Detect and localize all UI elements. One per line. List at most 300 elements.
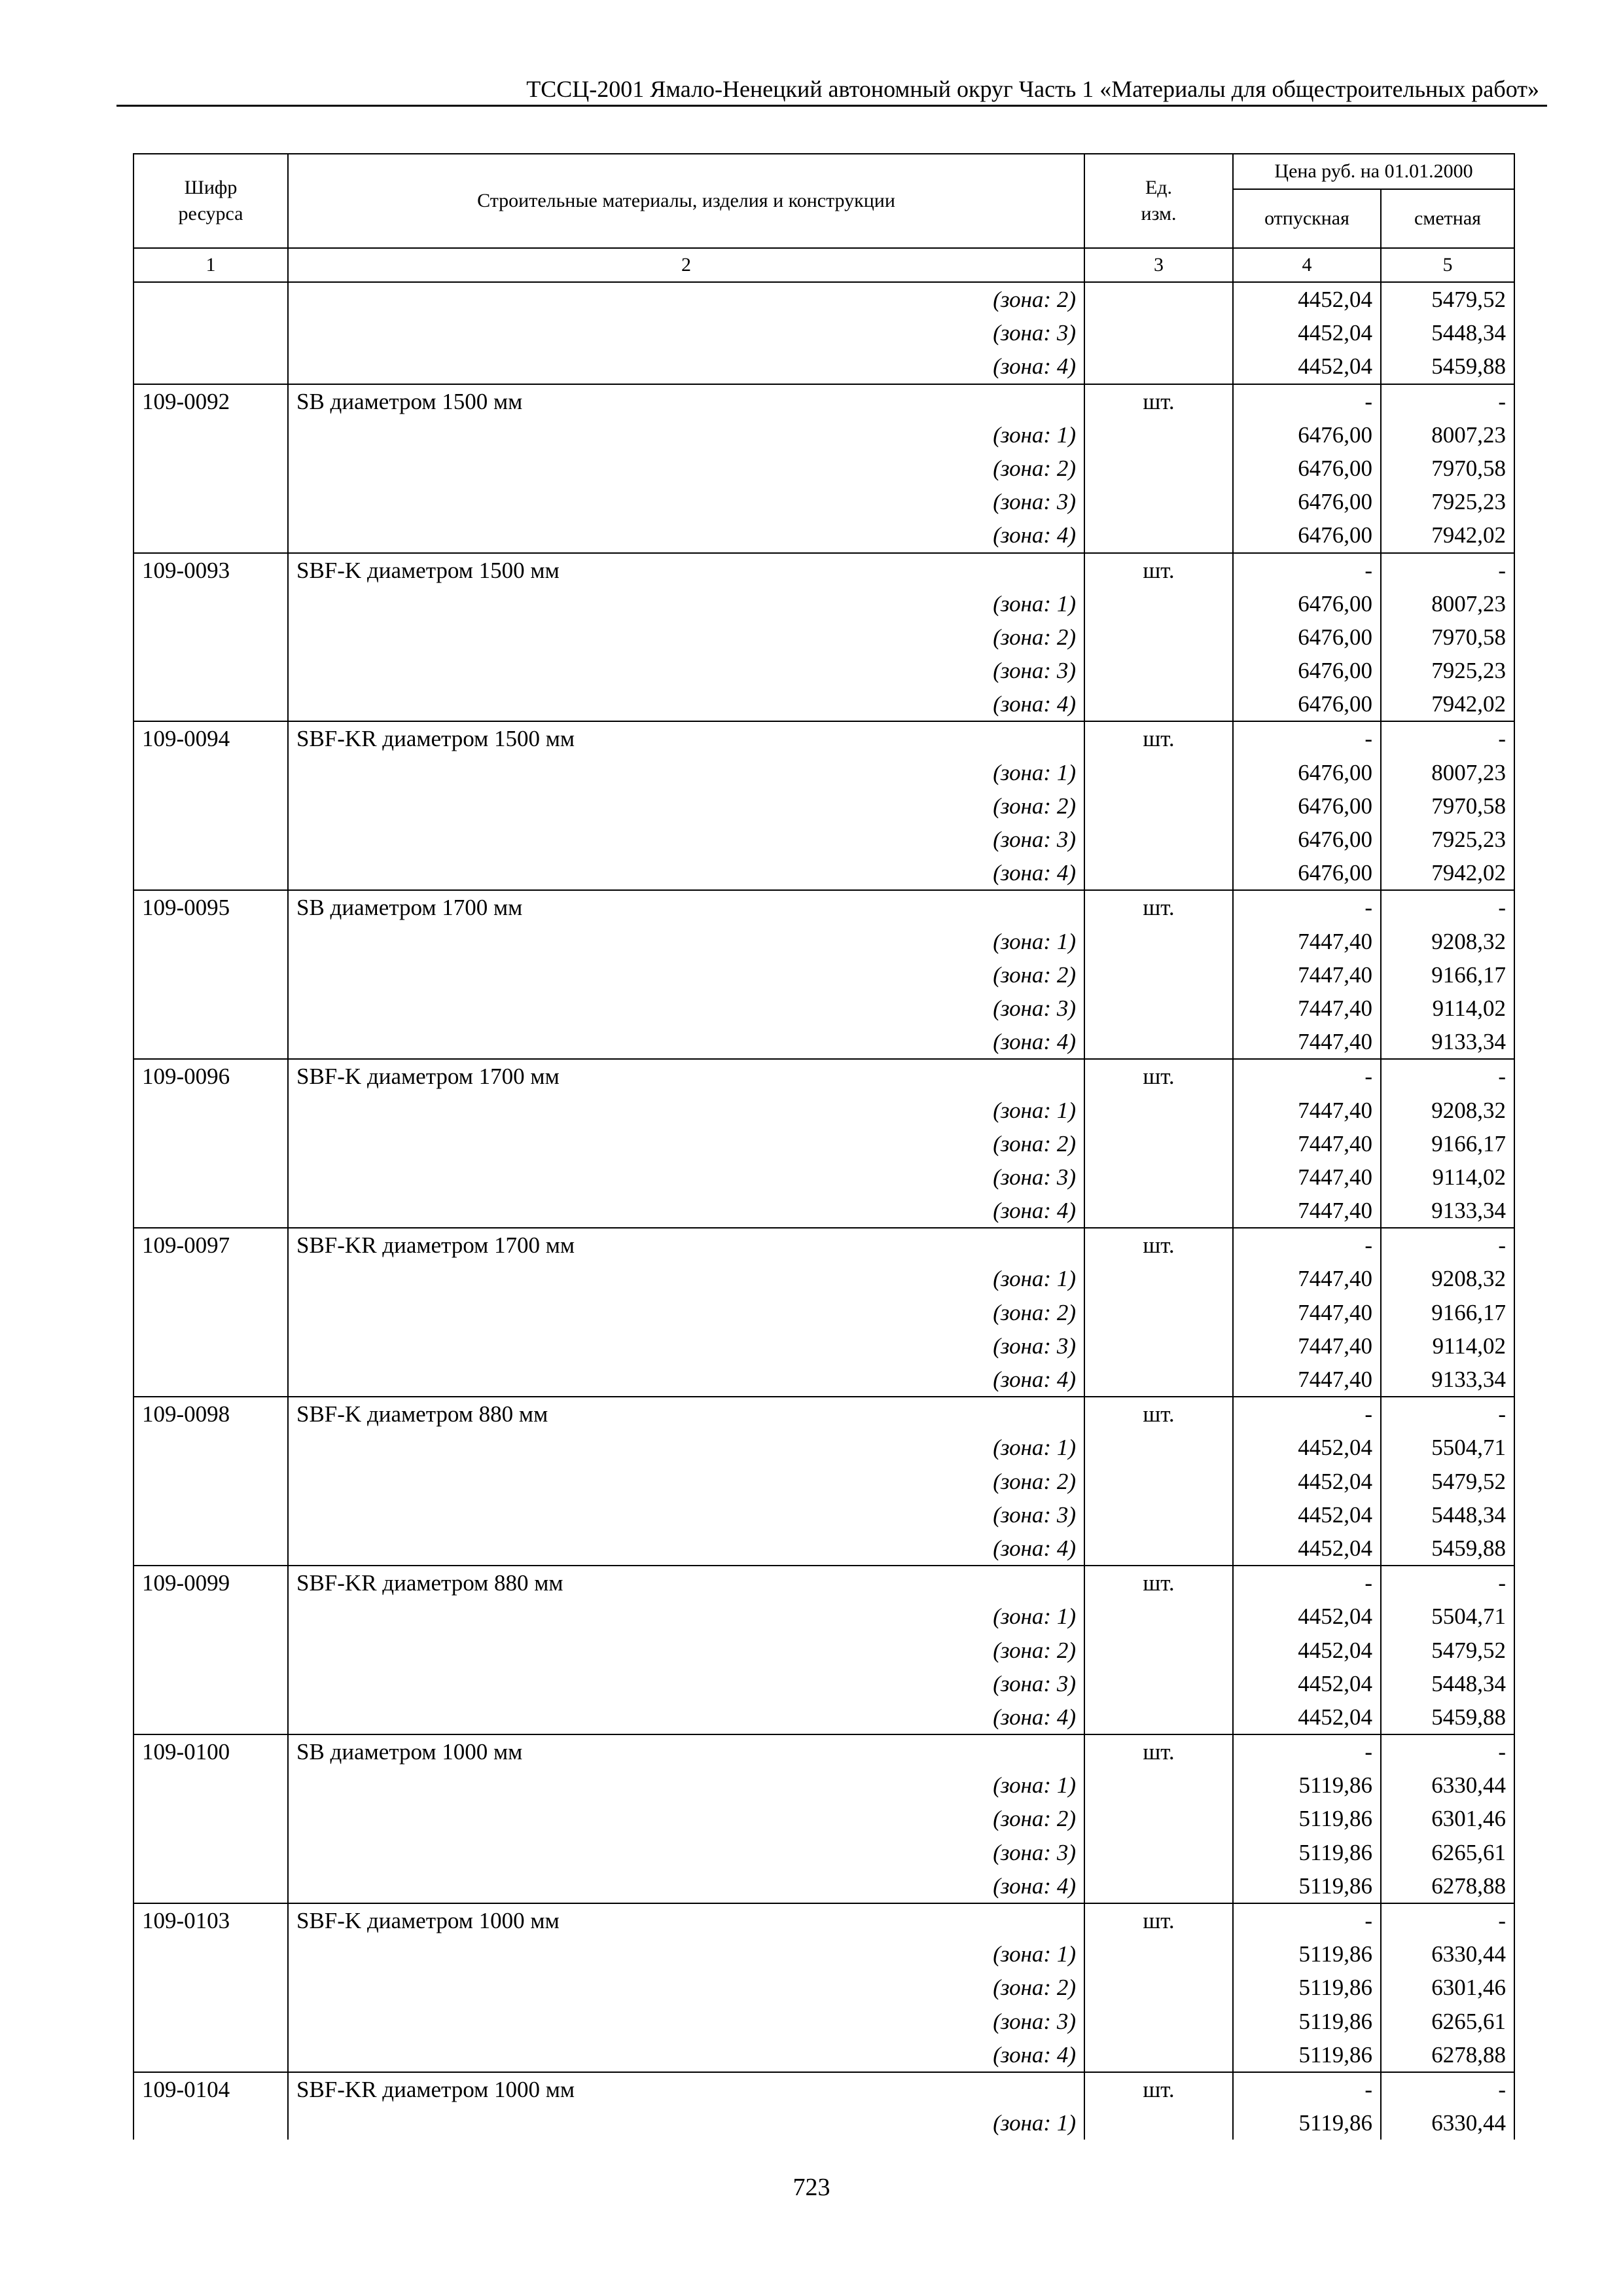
table-row <box>134 1498 1514 1532</box>
table-row <box>134 1025 1514 1059</box>
table-body <box>134 282 1514 2140</box>
unit-cell <box>1084 1937 1233 1971</box>
estimate-price-cell: 5479,52 <box>1381 1465 1514 1498</box>
estimate-price-cell: 9208,32 <box>1381 1262 1514 1295</box>
zone-cell: (зона: 4) <box>288 1532 1084 1566</box>
resource-code-cell <box>134 1296 288 1329</box>
material-name-cell: SBF-KR диаметром 1000 мм <box>288 2072 1084 2106</box>
unit-cell <box>1084 418 1233 452</box>
estimate-price-cell: 7942,02 <box>1381 856 1514 890</box>
zone-cell: (зона: 3) <box>288 1667 1084 1700</box>
unit-cell <box>1084 1667 1233 1700</box>
resource-code-cell: 109-0103 <box>134 1903 288 1937</box>
unit-cell <box>1084 856 1233 890</box>
estimate-price-cell: - <box>1381 1566 1514 1600</box>
release-price-cell: 5119,86 <box>1233 1869 1381 1903</box>
unit-cell <box>1084 958 1233 992</box>
unit-cell <box>1084 1700 1233 1734</box>
table-row <box>134 1160 1514 1194</box>
resource-code-cell <box>134 485 288 518</box>
resource-code-cell <box>134 823 288 856</box>
release-price-cell: 4452,04 <box>1233 1465 1381 1498</box>
table-row <box>134 1768 1514 1802</box>
zone-cell: (зона: 4) <box>288 1869 1084 1903</box>
release-price-cell: 7447,40 <box>1233 958 1381 992</box>
resource-code-cell <box>134 925 288 958</box>
unit-cell <box>1084 789 1233 823</box>
table-row <box>134 1566 1514 1600</box>
table-row <box>134 721 1514 755</box>
resource-code-cell <box>134 2005 288 2038</box>
resource-code-cell <box>134 2106 288 2140</box>
zone-cell: (зона: 1) <box>288 1600 1084 1633</box>
table-row <box>134 823 1514 856</box>
resource-code-cell <box>134 1532 288 1566</box>
header-name: Строительные материалы, изделия и конструкции <box>288 154 1084 248</box>
estimate-price-cell: 9208,32 <box>1381 925 1514 958</box>
estimate-price-cell: - <box>1381 1228 1514 1262</box>
zone-cell: (зона: 3) <box>288 1836 1084 1869</box>
release-price-cell: 6476,00 <box>1233 485 1381 518</box>
resource-code-cell <box>134 856 288 890</box>
zone-cell: (зона: 3) <box>288 1498 1084 1532</box>
estimate-price-cell: 7970,58 <box>1381 789 1514 823</box>
zone-cell: (зона: 3) <box>288 316 1084 350</box>
table-row <box>134 1634 1514 1667</box>
resource-code-cell: 109-0095 <box>134 890 288 924</box>
resource-code-cell <box>134 1127 288 1160</box>
unit-cell <box>1084 992 1233 1025</box>
estimate-price-cell: 5504,71 <box>1381 1600 1514 1633</box>
unit-cell: шт. <box>1084 384 1233 418</box>
resource-code-cell: 109-0094 <box>134 721 288 755</box>
estimate-price-cell: 7970,58 <box>1381 620 1514 654</box>
estimate-price-cell: 8007,23 <box>1381 587 1514 620</box>
release-price-cell: 7447,40 <box>1233 925 1381 958</box>
material-name-cell: SB диаметром 1700 мм <box>288 890 1084 924</box>
table-row <box>134 587 1514 620</box>
table-row <box>134 958 1514 992</box>
table-row <box>134 316 1514 350</box>
table-row <box>134 1937 1514 1971</box>
resource-code-cell <box>134 518 288 552</box>
unit-cell <box>1084 485 1233 518</box>
table-row <box>134 1059 1514 1093</box>
table-row <box>134 1127 1514 1160</box>
resource-code-cell <box>134 1194 288 1228</box>
table-row <box>134 789 1514 823</box>
release-price-cell: 7447,40 <box>1233 1262 1381 1295</box>
resource-code-cell <box>134 418 288 452</box>
estimate-price-cell: 7970,58 <box>1381 452 1514 485</box>
estimate-price-cell: 9166,17 <box>1381 958 1514 992</box>
estimate-price-cell: 6278,88 <box>1381 2038 1514 2072</box>
resource-code-cell <box>134 1667 288 1700</box>
zone-cell: (зона: 2) <box>288 282 1084 316</box>
zone-cell: (зона: 2) <box>288 452 1084 485</box>
estimate-price-cell: 6265,61 <box>1381 1836 1514 1869</box>
estimate-price-cell: - <box>1381 1734 1514 1768</box>
estimate-price-cell: 6301,46 <box>1381 1971 1514 2004</box>
release-price-cell: 5119,86 <box>1233 1836 1381 1869</box>
release-price-cell: 7447,40 <box>1233 1296 1381 1329</box>
material-name-cell: SBF-K диаметром 1700 мм <box>288 1059 1084 1093</box>
unit-cell <box>1084 316 1233 350</box>
unit-cell <box>1084 2106 1233 2140</box>
zone-cell: (зона: 4) <box>288 687 1084 721</box>
resource-code-cell <box>134 1634 288 1667</box>
unit-cell <box>1084 756 1233 789</box>
release-price-cell: 5119,86 <box>1233 1937 1381 1971</box>
resource-code-cell <box>134 620 288 654</box>
table-row <box>134 1971 1514 2004</box>
unit-cell <box>1084 350 1233 384</box>
estimate-price-cell: 9166,17 <box>1381 1296 1514 1329</box>
running-header <box>116 73 1547 107</box>
zone-cell: (зона: 2) <box>288 1296 1084 1329</box>
table-row <box>134 1094 1514 1127</box>
release-price-cell: 7447,40 <box>1233 1025 1381 1059</box>
estimate-price-cell: 9166,17 <box>1381 1127 1514 1160</box>
unit-cell <box>1084 1836 1233 1869</box>
header-price: Цена руб. на 01.01.2000 <box>1233 154 1514 189</box>
release-price-cell: - <box>1233 384 1381 418</box>
table-row <box>134 1296 1514 1329</box>
unit-cell <box>1084 654 1233 687</box>
unit-cell <box>1084 1296 1233 1329</box>
release-price-cell: 6476,00 <box>1233 452 1381 485</box>
estimate-price-cell: 7925,23 <box>1381 485 1514 518</box>
table-row <box>134 1836 1514 1869</box>
release-price-cell: - <box>1233 1903 1381 1937</box>
release-price-cell: - <box>1233 553 1381 587</box>
unit-cell <box>1084 1262 1233 1295</box>
zone-cell: (зона: 2) <box>288 958 1084 992</box>
table-row <box>134 452 1514 485</box>
estimate-price-cell: 9114,02 <box>1381 1160 1514 1194</box>
estimate-price-cell: 7925,23 <box>1381 823 1514 856</box>
release-price-cell: 6476,00 <box>1233 823 1381 856</box>
table-row <box>134 418 1514 452</box>
table-row <box>134 1465 1514 1498</box>
release-price-cell: 5119,86 <box>1233 1802 1381 1835</box>
resource-code-cell <box>134 1025 288 1059</box>
estimate-price-cell: 6330,44 <box>1381 1937 1514 1971</box>
resource-code-cell <box>134 1431 288 1464</box>
resource-code-cell: 109-0096 <box>134 1059 288 1093</box>
zone-cell: (зона: 3) <box>288 1329 1084 1363</box>
table-row <box>134 756 1514 789</box>
zone-cell: (зона: 2) <box>288 789 1084 823</box>
table-row <box>134 1869 1514 1903</box>
release-price-cell: 6476,00 <box>1233 587 1381 620</box>
resource-code-cell <box>134 1329 288 1363</box>
estimate-price-cell: 6278,88 <box>1381 1869 1514 1903</box>
header-col-number: 5 <box>1381 248 1514 282</box>
table-row <box>134 518 1514 552</box>
table-row <box>134 1329 1514 1363</box>
price-table <box>133 153 1515 2140</box>
resource-code-cell: 109-0093 <box>134 553 288 587</box>
unit-cell: шт. <box>1084 1734 1233 1768</box>
estimate-price-cell: 9133,34 <box>1381 1363 1514 1397</box>
resource-code-cell <box>134 687 288 721</box>
zone-cell: (зона: 3) <box>288 2005 1084 2038</box>
zone-cell: (зона: 4) <box>288 2038 1084 2072</box>
release-price-cell: 7447,40 <box>1233 1363 1381 1397</box>
unit-cell: шт. <box>1084 1397 1233 1431</box>
unit-cell: шт. <box>1084 890 1233 924</box>
release-price-cell: 6476,00 <box>1233 620 1381 654</box>
unit-cell <box>1084 1802 1233 1835</box>
estimate-price-cell: 5448,34 <box>1381 1498 1514 1532</box>
unit-cell <box>1084 1025 1233 1059</box>
estimate-price-cell: - <box>1381 890 1514 924</box>
table-row <box>134 1431 1514 1464</box>
estimate-price-cell: 8007,23 <box>1381 418 1514 452</box>
resource-code-cell <box>134 992 288 1025</box>
unit-cell <box>1084 1363 1233 1397</box>
release-price-cell: 6476,00 <box>1233 518 1381 552</box>
estimate-price-cell: 5459,88 <box>1381 1532 1514 1566</box>
estimate-price-cell: 7942,02 <box>1381 687 1514 721</box>
zone-cell: (зона: 2) <box>288 1634 1084 1667</box>
unit-cell <box>1084 1127 1233 1160</box>
resource-code-cell <box>134 2038 288 2072</box>
release-price-cell: 7447,40 <box>1233 1160 1381 1194</box>
release-price-cell: 7447,40 <box>1233 1094 1381 1127</box>
estimate-price-cell: - <box>1381 553 1514 587</box>
estimate-price-cell: 6301,46 <box>1381 1802 1514 1835</box>
unit-cell: шт. <box>1084 1566 1233 1600</box>
estimate-price-cell: - <box>1381 2072 1514 2106</box>
table-row <box>134 1363 1514 1397</box>
unit-cell <box>1084 452 1233 485</box>
release-price-cell: - <box>1233 1397 1381 1431</box>
release-price-cell: - <box>1233 1228 1381 1262</box>
resource-code-cell <box>134 316 288 350</box>
release-price-cell: 5119,86 <box>1233 2106 1381 2140</box>
resource-code-cell <box>134 1600 288 1633</box>
table-header <box>134 154 1514 282</box>
resource-code-cell: 109-0100 <box>134 1734 288 1768</box>
table-row <box>134 1228 1514 1262</box>
table-row <box>134 687 1514 721</box>
table-row <box>134 282 1514 316</box>
release-price-cell: 4452,04 <box>1233 1667 1381 1700</box>
zone-cell: (зона: 4) <box>288 1700 1084 1734</box>
header-col-number: 1 <box>134 248 288 282</box>
release-price-cell: 6476,00 <box>1233 654 1381 687</box>
table-row <box>134 485 1514 518</box>
zone-cell: (зона: 1) <box>288 1431 1084 1464</box>
unit-cell <box>1084 823 1233 856</box>
unit-cell: шт. <box>1084 1903 1233 1937</box>
zone-cell: (зона: 2) <box>288 1802 1084 1835</box>
zone-cell: (зона: 3) <box>288 1160 1084 1194</box>
header-release: отпускная <box>1233 189 1381 248</box>
estimate-price-cell: 7925,23 <box>1381 654 1514 687</box>
table-row <box>134 2005 1514 2038</box>
release-price-cell: 4452,04 <box>1233 316 1381 350</box>
estimate-price-cell: 6330,44 <box>1381 1768 1514 1802</box>
resource-code-cell <box>134 1802 288 1835</box>
estimate-price-cell: - <box>1381 1059 1514 1093</box>
zone-cell: (зона: 1) <box>288 1768 1084 1802</box>
running-header-title: ТССЦ-2001 Ямало-Ненецкий автономный округ Часть 1 «Материалы для общестроительных работ» <box>526 76 1539 102</box>
release-price-cell: 4452,04 <box>1233 282 1381 316</box>
resource-code-cell <box>134 1262 288 1295</box>
table-row <box>134 654 1514 687</box>
header-code: Шифр ресурса <box>134 154 288 248</box>
resource-code-cell: 109-0097 <box>134 1228 288 1262</box>
resource-code-cell <box>134 958 288 992</box>
zone-cell: (зона: 1) <box>288 2106 1084 2140</box>
zone-cell: (зона: 3) <box>288 654 1084 687</box>
release-price-cell: 4452,04 <box>1233 350 1381 384</box>
resource-code-cell <box>134 654 288 687</box>
estimate-price-cell: 5448,34 <box>1381 1667 1514 1700</box>
zone-cell: (зона: 1) <box>288 756 1084 789</box>
table-row <box>134 553 1514 587</box>
estimate-price-cell: 9208,32 <box>1381 1094 1514 1127</box>
material-name-cell: SB диаметром 1500 мм <box>288 384 1084 418</box>
unit-cell <box>1084 1532 1233 1566</box>
resource-code-cell <box>134 1363 288 1397</box>
unit-cell <box>1084 1971 1233 2004</box>
resource-code-cell <box>134 1700 288 1734</box>
resource-code-cell <box>134 1768 288 1802</box>
unit-cell <box>1084 1431 1233 1464</box>
release-price-cell: 7447,40 <box>1233 992 1381 1025</box>
table-row <box>134 1532 1514 1566</box>
unit-cell <box>1084 2005 1233 2038</box>
unit-cell <box>1084 1194 1233 1228</box>
zone-cell: (зона: 4) <box>288 1363 1084 1397</box>
material-name-cell: SBF-K диаметром 880 мм <box>288 1397 1084 1431</box>
header-col-number: 3 <box>1084 248 1233 282</box>
resource-code-cell <box>134 587 288 620</box>
resource-code-cell <box>134 1836 288 1869</box>
table-row <box>134 856 1514 890</box>
zone-cell: (зона: 2) <box>288 1127 1084 1160</box>
zone-cell: (зона: 4) <box>288 856 1084 890</box>
estimate-price-cell: - <box>1381 1397 1514 1431</box>
unit-cell <box>1084 620 1233 654</box>
release-price-cell: - <box>1233 1566 1381 1600</box>
release-price-cell: 6476,00 <box>1233 687 1381 721</box>
release-price-cell: - <box>1233 721 1381 755</box>
header-unit: Ед. изм. <box>1084 154 1233 248</box>
resource-code-cell: 109-0104 <box>134 2072 288 2106</box>
unit-cell <box>1084 1869 1233 1903</box>
unit-cell: шт. <box>1084 1228 1233 1262</box>
unit-cell <box>1084 518 1233 552</box>
release-price-cell: - <box>1233 1734 1381 1768</box>
zone-cell: (зона: 1) <box>288 925 1084 958</box>
zone-cell: (зона: 4) <box>288 350 1084 384</box>
header-col-number: 2 <box>288 248 1084 282</box>
resource-code-cell <box>134 452 288 485</box>
resource-code-cell <box>134 1937 288 1971</box>
estimate-price-cell: 5459,88 <box>1381 1700 1514 1734</box>
unit-cell <box>1084 2038 1233 2072</box>
unit-cell: шт. <box>1084 553 1233 587</box>
release-price-cell: 5119,86 <box>1233 2005 1381 2038</box>
header-estimate: сметная <box>1381 189 1514 248</box>
table-row <box>134 1194 1514 1228</box>
estimate-price-cell: 7942,02 <box>1381 518 1514 552</box>
unit-cell: шт. <box>1084 721 1233 755</box>
estimate-price-cell: 5504,71 <box>1381 1431 1514 1464</box>
estimate-price-cell: 8007,23 <box>1381 756 1514 789</box>
table-row <box>134 1734 1514 1768</box>
resource-code-cell: 109-0099 <box>134 1566 288 1600</box>
release-price-cell: 6476,00 <box>1233 856 1381 890</box>
estimate-price-cell: 9133,34 <box>1381 1025 1514 1059</box>
unit-cell <box>1084 587 1233 620</box>
zone-cell: (зона: 3) <box>288 485 1084 518</box>
zone-cell: (зона: 1) <box>288 1262 1084 1295</box>
zone-cell: (зона: 2) <box>288 1465 1084 1498</box>
zone-cell: (зона: 1) <box>288 587 1084 620</box>
release-price-cell: 5119,86 <box>1233 2038 1381 2072</box>
estimate-price-cell: 6330,44 <box>1381 2106 1514 2140</box>
release-price-cell: - <box>1233 1059 1381 1093</box>
material-name-cell: SBF-KR диаметром 1500 мм <box>288 721 1084 755</box>
release-price-cell: 4452,04 <box>1233 1532 1381 1566</box>
estimate-price-cell: 9114,02 <box>1381 1329 1514 1363</box>
resource-code-cell: 109-0092 <box>134 384 288 418</box>
resource-code-cell <box>134 282 288 316</box>
table-row <box>134 2072 1514 2106</box>
unit-cell: шт. <box>1084 1059 1233 1093</box>
release-price-cell: 6476,00 <box>1233 756 1381 789</box>
estimate-price-cell: 5448,34 <box>1381 316 1514 350</box>
table-row <box>134 620 1514 654</box>
estimate-price-cell: 5479,52 <box>1381 1634 1514 1667</box>
table-row <box>134 350 1514 384</box>
table-row <box>134 1903 1514 1937</box>
zone-cell: (зона: 3) <box>288 992 1084 1025</box>
unit-cell <box>1084 1160 1233 1194</box>
resource-code-cell <box>134 756 288 789</box>
table-row <box>134 925 1514 958</box>
release-price-cell: 6476,00 <box>1233 418 1381 452</box>
release-price-cell: 7447,40 <box>1233 1329 1381 1363</box>
table-row <box>134 2106 1514 2140</box>
zone-cell: (зона: 4) <box>288 518 1084 552</box>
release-price-cell: 4452,04 <box>1233 1700 1381 1734</box>
resource-code-cell <box>134 350 288 384</box>
table-row <box>134 1600 1514 1633</box>
material-name-cell: SB диаметром 1000 мм <box>288 1734 1084 1768</box>
unit-cell <box>1084 1600 1233 1633</box>
release-price-cell: 4452,04 <box>1233 1498 1381 1532</box>
table-row <box>134 1667 1514 1700</box>
resource-code-cell: 109-0098 <box>134 1397 288 1431</box>
table-row <box>134 2038 1514 2072</box>
unit-cell <box>1084 1498 1233 1532</box>
unit-cell <box>1084 1768 1233 1802</box>
release-price-cell: 4452,04 <box>1233 1431 1381 1464</box>
release-price-cell: 7447,40 <box>1233 1127 1381 1160</box>
page-number: 723 <box>793 2174 830 2201</box>
estimate-price-cell: 5459,88 <box>1381 350 1514 384</box>
table-row <box>134 1397 1514 1431</box>
zone-cell: (зона: 4) <box>288 1025 1084 1059</box>
zone-cell: (зона: 2) <box>288 1971 1084 2004</box>
